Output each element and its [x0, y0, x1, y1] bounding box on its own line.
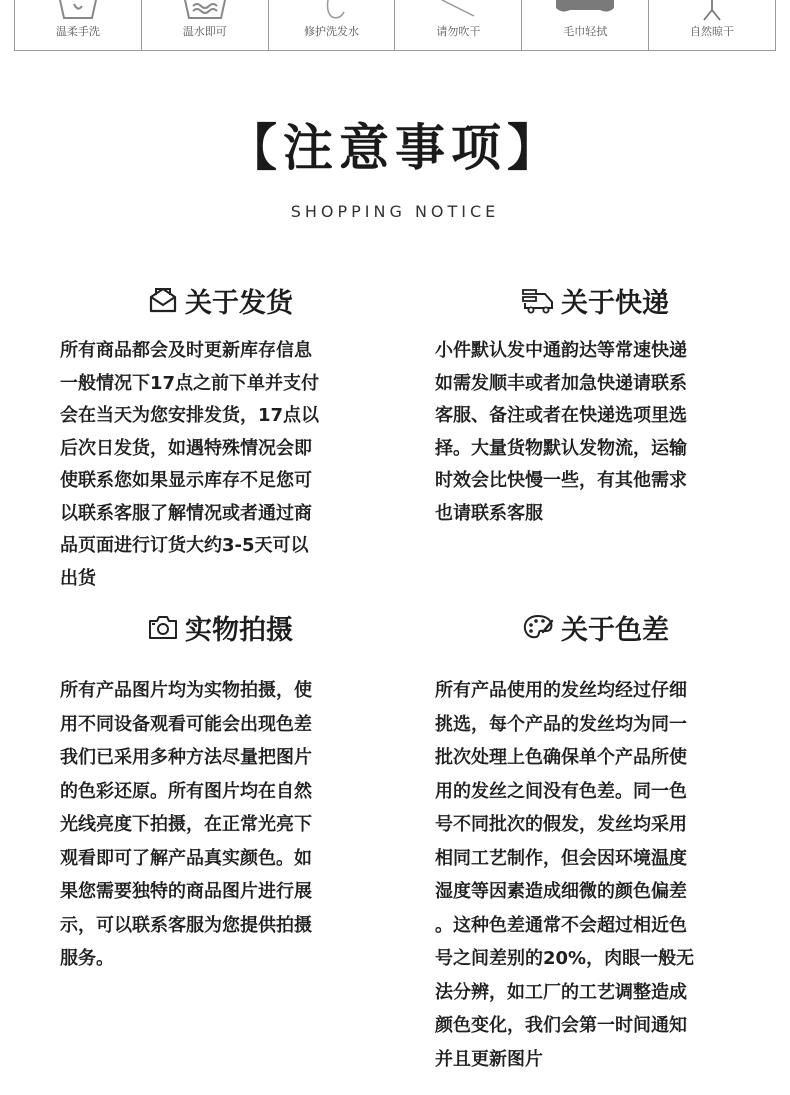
section-body: 所有产品使用的发丝均经过仔细 挑选，每个产品的发丝均为同一 批次处理上色确保单个产品所使 用的发丝之间没有色差。同一色 号不同批次的假发，发丝均采用 相同工艺制作，但会因环境温度 湿度等因素造成细微的颜色偏差 。这种色差通常不会超过相近色 号之间差别的20%，肉眼一般无 法分辨，如工厂的工艺调整造成 颜色变化，我们会第一时间通知 并且更新图片: [435, 680, 695, 1070]
page-subtitle: SHOPPING NOTICE: [290, 202, 500, 221]
care-label: 毛巾轻拭: [563, 25, 608, 38]
section-shipping: [60, 280, 380, 595]
section-heading: [435, 280, 755, 320]
package-icon: [147, 285, 179, 315]
palette-icon: [521, 613, 555, 641]
page-title: 【注意事项】: [227, 119, 563, 177]
delivery-truck-icon: [521, 286, 555, 314]
care-instructions-strip: [14, 0, 776, 51]
section-body: 所有产品图片均为实物拍摄，使 用不同设备观看可能会出现色差 我们已采用多种方法尽量把图片 的色彩还原。所有图片均在自然 光线亮度下拍摄，在正常光亮下 观看即可了解产品真实颜色。如 果您需要独特的商品图片进行展 示，可以联系客服为您提供拍摄 服务。: [60, 680, 312, 969]
section-color-difference: [435, 607, 755, 1076]
section-title: 关于色差: [561, 614, 669, 646]
section-delivery: [435, 280, 755, 530]
care-item-hand-wash: [15, 0, 142, 50]
care-label: 自然晾干: [690, 25, 735, 38]
section-body: 小件默认发中通韵达等常速快递 如需发顺丰或者加急快递请联系 客服、备注或者在快递选项里选 择。大量货物默认发物流，运输 时效会比快慢一些，有其他需求 也请联系客服: [435, 340, 687, 524]
care-item-no-blow-dry: [395, 0, 522, 50]
care-label: 温柔手洗: [55, 25, 100, 38]
section-title: 关于发货: [185, 287, 293, 319]
care-label: 温水即可: [182, 25, 227, 38]
section-heading: [60, 607, 380, 647]
camera-icon: [147, 613, 179, 641]
care-item-air-dry: [649, 0, 775, 50]
section-heading: [435, 607, 755, 647]
care-item-shampoo: [269, 0, 396, 50]
section-title: 实物拍摄: [185, 614, 293, 646]
section-heading: [60, 280, 380, 320]
section-body: 所有商品都会及时更新库存信息 一般情况下17点之前下单并支付 会在当天为您安排发货，17点以 后次日发货，如遇特殊情况会即 使联系您如果显示库存不足您可 以联系客服了解情况或者通过商 品页面进行订货大约3-5天可以 出货: [60, 340, 320, 589]
section-photography: [60, 607, 380, 976]
care-item-warm-water: [142, 0, 269, 50]
section-title: 关于快递: [561, 287, 669, 319]
care-label: 修护洗发水: [304, 25, 360, 38]
care-item-towel: [522, 0, 649, 50]
care-label: 请勿吹干: [436, 25, 481, 38]
